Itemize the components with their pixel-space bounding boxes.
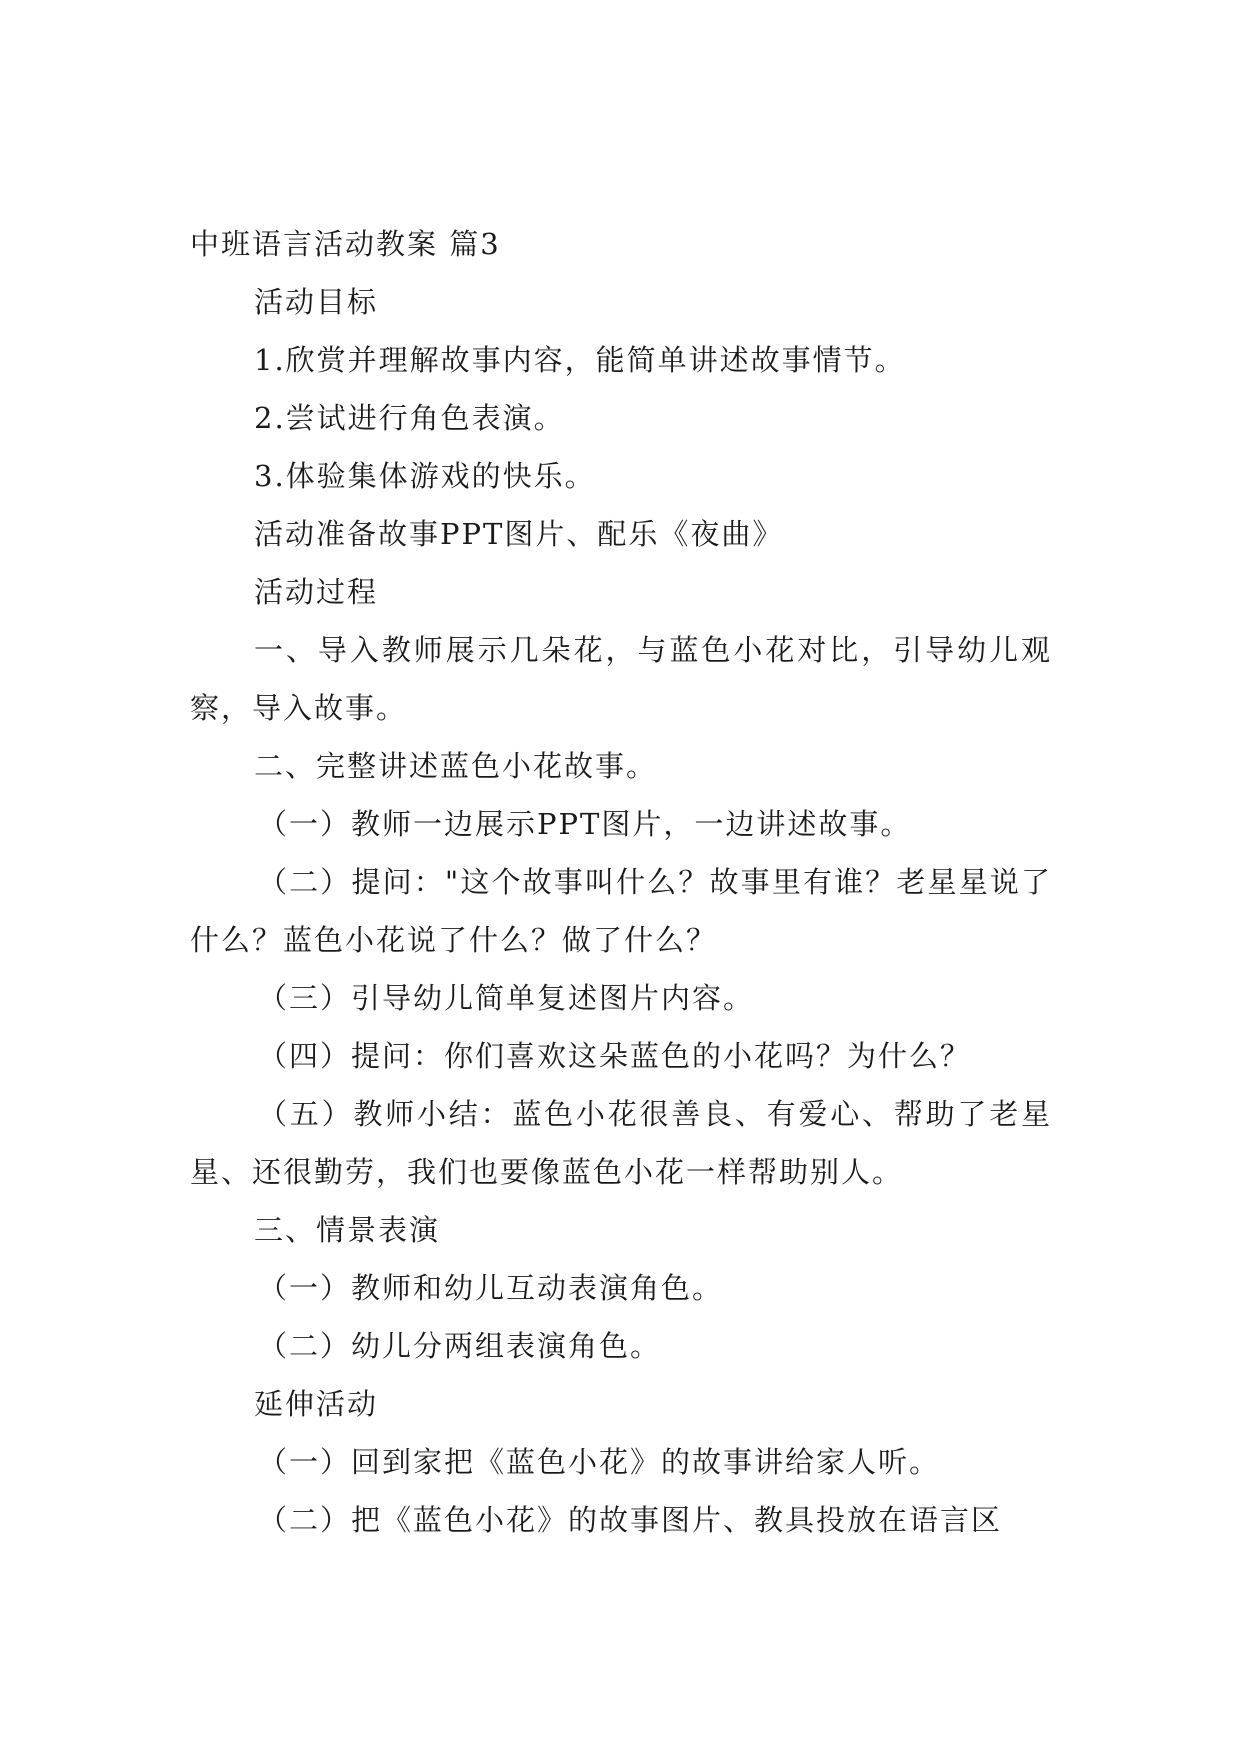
preparation-line: 活动准备故事PPT图片、配乐《夜曲》	[254, 517, 784, 551]
process-substep-2-2: （二）提问："这个故事叫什么？故事里有谁？老星星说了什么？蓝色小花说了什么？做了什么？	[190, 865, 1052, 957]
goal-item-3: 3.体验集体游戏的快乐。	[254, 459, 596, 493]
process-substep-2-1: （一）教师一边展示PPT图片，一边讲述故事。	[258, 807, 912, 841]
section-heading-goals: 活动目标	[254, 285, 379, 319]
process-step-2: 二、完整讲述蓝色小花故事。	[254, 749, 658, 783]
extension-item-1: （一）回到家把《蓝色小花》的故事讲给家人听。	[258, 1445, 941, 1479]
goal-item-2: 2.尝试进行角色表演。	[254, 401, 565, 435]
extension-item-2: （二）把《蓝色小花》的故事图片、教具投放在语言区	[258, 1503, 1003, 1537]
section-heading-extension: 延伸活动	[254, 1387, 379, 1421]
process-step-3: 三、情景表演	[254, 1213, 441, 1247]
process-step-1: 一、导入教师展示几朵花，与蓝色小花对比，引导幼儿观察，导入故事。	[190, 633, 1052, 725]
section-heading-process: 活动过程	[254, 575, 379, 609]
process-substep-3-1: （一）教师和幼儿互动表演角色。	[258, 1271, 724, 1305]
goal-item-1: 1.欣赏并理解故事内容，能简单讲述故事情节。	[254, 343, 906, 377]
process-substep-2-3: （三）引导幼儿简单复述图片内容。	[258, 981, 755, 1015]
document-title: 中班语言活动教案 篇3	[190, 227, 501, 261]
process-substep-2-4: （四）提问：你们喜欢这朵蓝色的小花吗？为什么？	[258, 1039, 972, 1073]
process-substep-2-5: （五）教师小结：蓝色小花很善良、有爱心、帮助了老星星、还很勤劳，我们也要像蓝色小花一样帮助别人。	[190, 1097, 1052, 1189]
process-substep-3-2: （二）幼儿分两组表演角色。	[258, 1329, 662, 1363]
document-body	[190, 215, 1052, 1549]
